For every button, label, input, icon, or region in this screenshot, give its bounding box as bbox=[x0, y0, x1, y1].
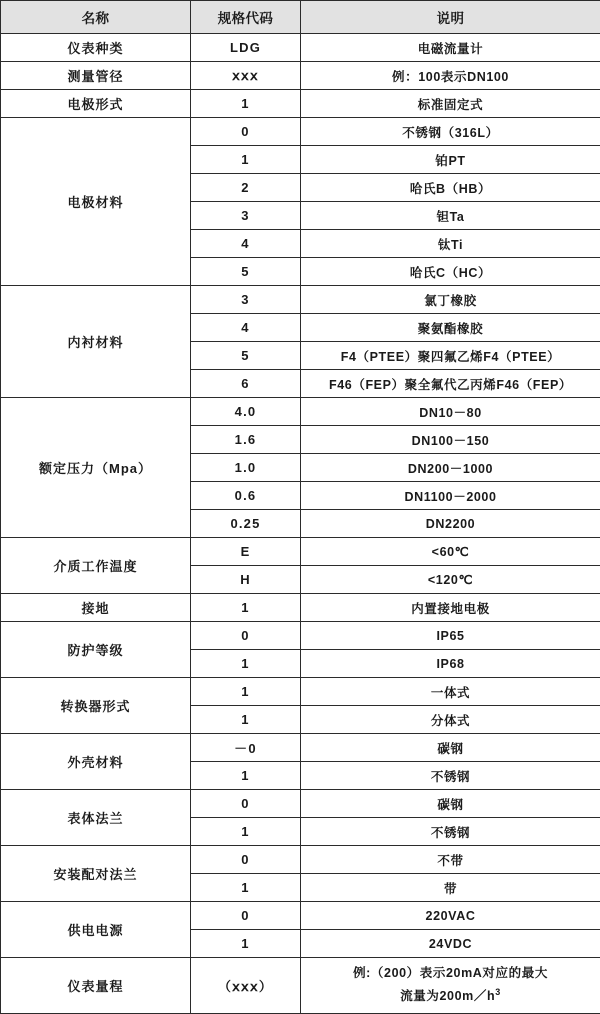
code-cell: －0 bbox=[191, 734, 301, 762]
group-name-cell: 安装配对法兰 bbox=[1, 846, 191, 902]
code-cell: 0 bbox=[191, 790, 301, 818]
code-cell: 1 bbox=[191, 818, 301, 846]
code-cell: 6 bbox=[191, 370, 301, 398]
group-name-cell: 介质工作温度 bbox=[1, 538, 191, 594]
description-cell: DN1100－2000 bbox=[301, 482, 600, 510]
group-name-cell: 仪表量程 bbox=[1, 958, 191, 1014]
description-cell: IP68 bbox=[301, 650, 600, 678]
table-header bbox=[1, 1, 600, 34]
description-cell: 一体式 bbox=[301, 678, 600, 706]
description-cell: 碳钢 bbox=[301, 734, 600, 762]
description-cell: 电磁流量计 bbox=[301, 34, 600, 62]
description-cell: 220VAC bbox=[301, 902, 600, 930]
description-cell: DN10－80 bbox=[301, 398, 600, 426]
header-row bbox=[1, 1, 600, 34]
table-row bbox=[1, 538, 600, 566]
description-cell: 不锈钢（316L） bbox=[301, 118, 600, 146]
table-row bbox=[1, 622, 600, 650]
group-name-cell: 转换器形式 bbox=[1, 678, 191, 734]
table-row bbox=[1, 678, 600, 706]
group-name-cell: 内衬材料 bbox=[1, 286, 191, 398]
description-line-2-text: 流量为200m／h bbox=[400, 989, 495, 1003]
code-cell: 1 bbox=[191, 930, 301, 958]
description-cell: 标准固定式 bbox=[301, 90, 600, 118]
description-cell: DN2200 bbox=[301, 510, 600, 538]
code-cell: 0 bbox=[191, 902, 301, 930]
description-cell: 碳钢 bbox=[301, 790, 600, 818]
group-name-cell: 防护等级 bbox=[1, 622, 191, 678]
description-superscript: 3 bbox=[495, 987, 501, 997]
code-cell: H bbox=[191, 566, 301, 594]
code-cell: 1 bbox=[191, 678, 301, 706]
description-cell: 内置接地电极 bbox=[301, 594, 600, 622]
description-cell: 铂PT bbox=[301, 146, 600, 174]
code-cell: 0 bbox=[191, 846, 301, 874]
code-cell: 4 bbox=[191, 314, 301, 342]
code-cell: 1 bbox=[191, 146, 301, 174]
code-cell: 0 bbox=[191, 622, 301, 650]
code-cell: 1 bbox=[191, 762, 301, 790]
description-cell: F46（FEP）聚全氟代乙丙烯F46（FEP） bbox=[301, 370, 600, 398]
code-cell: LDG bbox=[191, 34, 301, 62]
code-cell: 0.6 bbox=[191, 482, 301, 510]
code-cell: 1 bbox=[191, 594, 301, 622]
table-row bbox=[1, 846, 600, 874]
code-cell: 0.25 bbox=[191, 510, 301, 538]
description-cell: 哈氏C（HC） bbox=[301, 258, 600, 286]
group-name-cell: 测量管径 bbox=[1, 62, 191, 90]
description-cell: DN200－1000 bbox=[301, 454, 600, 482]
table-row bbox=[1, 286, 600, 314]
description-cell: 不锈钢 bbox=[301, 818, 600, 846]
group-name-cell: 电极形式 bbox=[1, 90, 191, 118]
group-name-cell: 表体法兰 bbox=[1, 790, 191, 846]
description-cell: DN100－150 bbox=[301, 426, 600, 454]
group-name-cell: 接地 bbox=[1, 594, 191, 622]
table-row bbox=[1, 734, 600, 762]
description-cell: 钛Ti bbox=[301, 230, 600, 258]
table-row bbox=[1, 62, 600, 90]
table-row bbox=[1, 594, 600, 622]
description-line-2 bbox=[303, 985, 598, 1008]
group-name-cell: 仪表种类 bbox=[1, 34, 191, 62]
description-cell: 哈氏B（HB） bbox=[301, 174, 600, 202]
table-row bbox=[1, 958, 600, 1014]
column-header-code: 规格代码 bbox=[191, 1, 301, 34]
code-cell: 1 bbox=[191, 90, 301, 118]
code-cell: E bbox=[191, 538, 301, 566]
code-cell: 3 bbox=[191, 202, 301, 230]
description-cell: 带 bbox=[301, 874, 600, 902]
code-cell: 5 bbox=[191, 258, 301, 286]
table-row bbox=[1, 398, 600, 426]
table-row bbox=[1, 34, 600, 62]
code-cell: 2 bbox=[191, 174, 301, 202]
description-cell: IP65 bbox=[301, 622, 600, 650]
table-row bbox=[1, 790, 600, 818]
description-cell: 氯丁橡胶 bbox=[301, 286, 600, 314]
code-cell: 1 bbox=[191, 874, 301, 902]
column-header-name: 名称 bbox=[1, 1, 191, 34]
group-name-cell: 供电电源 bbox=[1, 902, 191, 958]
description-cell bbox=[301, 958, 600, 1014]
code-cell: 5 bbox=[191, 342, 301, 370]
description-cell: 分体式 bbox=[301, 706, 600, 734]
description-cell: F4（PTEE）聚四氟乙烯F4（PTEE） bbox=[301, 342, 600, 370]
code-cell: 1 bbox=[191, 706, 301, 734]
description-cell: 聚氨酯橡胶 bbox=[301, 314, 600, 342]
description-cell: 钽Ta bbox=[301, 202, 600, 230]
group-name-cell: 额定压力（Mpa） bbox=[1, 398, 191, 538]
description-line-1: 例:（200）表示20mA对应的最大 bbox=[303, 963, 598, 985]
column-header-description: 说明 bbox=[301, 1, 600, 34]
group-name-cell: 电极材料 bbox=[1, 118, 191, 286]
code-cell: 4 bbox=[191, 230, 301, 258]
code-cell: （ⅹⅹⅹ） bbox=[191, 958, 301, 1014]
description-cell: 24VDC bbox=[301, 930, 600, 958]
description-cell: 不锈钢 bbox=[301, 762, 600, 790]
code-cell: 1.0 bbox=[191, 454, 301, 482]
description-cell: 不带 bbox=[301, 846, 600, 874]
code-cell: 1 bbox=[191, 650, 301, 678]
table-row bbox=[1, 902, 600, 930]
code-cell: 4.0 bbox=[191, 398, 301, 426]
code-cell: 3 bbox=[191, 286, 301, 314]
description-cell: <120℃ bbox=[301, 566, 600, 594]
code-cell: 0 bbox=[191, 118, 301, 146]
table-row bbox=[1, 90, 600, 118]
group-name-cell: 外壳材料 bbox=[1, 734, 191, 790]
table-body bbox=[1, 34, 600, 1014]
code-cell: ⅹⅹⅹ bbox=[191, 62, 301, 90]
table-row bbox=[1, 118, 600, 146]
code-cell: 1.6 bbox=[191, 426, 301, 454]
description-cell: <60℃ bbox=[301, 538, 600, 566]
description-cell: 例：100表示DN100 bbox=[301, 62, 600, 90]
